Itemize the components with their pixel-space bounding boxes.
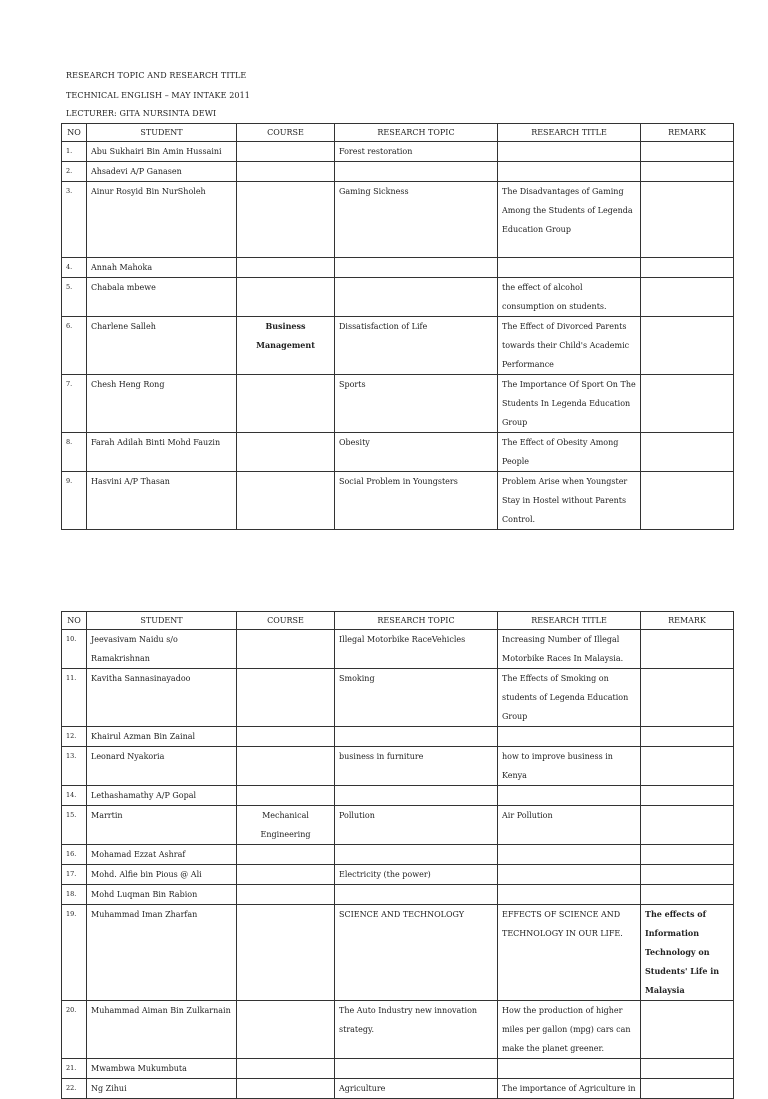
row-number: 1. [62,142,87,162]
research-title-cell: Air Pollution [498,806,641,845]
lecturer-info: LECTURER: GITA NURSINTA DEWI [66,109,217,118]
research-topic-cell [335,727,498,747]
research-topic-cell: Illegal Motorbike RaceVehicles [335,630,498,669]
course-cell [237,278,335,317]
row-number: 7. [62,375,87,433]
research-topic-cell [335,258,498,278]
remark-cell [641,865,734,885]
row-number: 11. [62,669,87,727]
research-title-cell: The importance of Agriculture in [498,1079,641,1099]
col-header-research-title: RESEARCH TITLE [498,124,641,142]
table-row [62,806,734,845]
student-name: Mohd. Alfie bin Pious @ Ali [87,865,237,885]
research-topic-cell: Pollution [335,806,498,845]
remark-cell [641,317,734,375]
table-row [62,1079,734,1099]
research-title-cell [498,727,641,747]
remark-cell [641,669,734,727]
table-row [62,885,734,905]
research-topic-cell: Sports [335,375,498,433]
student-name: Ng Zihui [87,1079,237,1099]
col-header-course: COURSE [237,612,335,630]
research-topic-cell: Gaming Sickness [335,182,498,258]
row-number: 13. [62,747,87,786]
row-number: 22. [62,1079,87,1099]
student-name: Marrtin [87,806,237,845]
table-row [62,375,734,433]
remark-cell [641,747,734,786]
student-name: Farah Adilah Binti Mohd Fauzin [87,433,237,472]
row-number: 21. [62,1059,87,1079]
student-name: Chesh Heng Rong [87,375,237,433]
table-row [62,865,734,885]
remark-cell [641,433,734,472]
student-name: Muhammad Aiman Bin Zulkarnain [87,1001,237,1059]
remark-cell [641,885,734,905]
table-row [62,786,734,806]
research-title-cell: The Importance Of Sport On The Students In Legenda Education Group [498,375,641,433]
research-topic-cell: Smoking [335,669,498,727]
research-table-1 [61,123,734,530]
remark-cell [641,162,734,182]
remark-cell [641,472,734,530]
row-number: 19. [62,905,87,1001]
student-name: Abu Sukhairi Bin Amin Hussaini [87,142,237,162]
student-name: Jeevasivam Naidu s/o Ramakrishnan [87,630,237,669]
row-number: 20. [62,1001,87,1059]
research-title-cell [498,885,641,905]
row-number: 4. [62,258,87,278]
row-number: 18. [62,885,87,905]
course-cell [237,905,335,1001]
row-number: 15. [62,806,87,845]
research-title-cell [498,845,641,865]
research-topic-cell [335,885,498,905]
col-header-no: NO [62,124,87,142]
research-topic-cell: Agriculture [335,1079,498,1099]
student-name: Kavitha Sannasinayadoo [87,669,237,727]
course-cell [237,786,335,806]
research-topic-cell: SCIENCE AND TECHNOLOGY [335,905,498,1001]
remark-cell [641,806,734,845]
research-topic-cell [335,1059,498,1079]
row-number: 16. [62,845,87,865]
table-row [62,845,734,865]
course-cell [237,747,335,786]
col-header-course: COURSE [237,124,335,142]
research-title-cell: The Effect of Divorced Parents towards their Child's Academic Performance [498,317,641,375]
research-topic-cell [335,845,498,865]
remark-cell [641,258,734,278]
research-title-cell [498,258,641,278]
remark-cell [641,630,734,669]
course-cell [237,669,335,727]
student-name: Muhammad Iman Zharfan [87,905,237,1001]
row-number: 2. [62,162,87,182]
course-cell [237,630,335,669]
course-cell [237,433,335,472]
col-header-research-topic: RESEARCH TOPIC [335,612,498,630]
table-row [62,747,734,786]
course-cell: Business Management [237,317,335,375]
student-name: Mohamad Ezzat Ashraf [87,845,237,865]
research-title-cell [498,786,641,806]
student-name: Ainur Rosyid Bin NurSholeh [87,182,237,258]
course-cell [237,258,335,278]
course-cell [237,1059,335,1079]
research-topic-cell: Electricity (the power) [335,865,498,885]
course-cell [237,472,335,530]
student-name: Charlene Salleh [87,317,237,375]
row-number: 3. [62,182,87,258]
table-row [62,905,734,1001]
research-topic-cell: Forest restoration [335,142,498,162]
student-name: Khairul Azman Bin Zainal [87,727,237,747]
col-header-remark: REMARK [641,612,734,630]
col-header-research-title: RESEARCH TITLE [498,612,641,630]
remark-cell [641,182,734,258]
table-header-row [62,612,734,630]
research-title-cell: Increasing Number of Illegal Motorbike Races In Malaysia. [498,630,641,669]
row-number: 6. [62,317,87,375]
row-number: 14. [62,786,87,806]
research-topic-cell: The Auto Industry new innovation strategy. [335,1001,498,1059]
remark-cell: The effects of Information Technology on Students' Life in Malaysia [641,905,734,1001]
course-cell [237,885,335,905]
research-topic-cell [335,162,498,182]
course-cell [237,375,335,433]
col-header-student: STUDENT [87,124,237,142]
table-row [62,182,734,258]
research-topic-cell: Dissatisfaction of Life [335,317,498,375]
research-topic-cell: business in furniture [335,747,498,786]
table-row [62,258,734,278]
doc-title: RESEARCH TOPIC AND RESEARCH TITLE [66,71,247,80]
remark-cell [641,786,734,806]
course-cell [237,727,335,747]
course-cell [237,1079,335,1099]
table-row [62,433,734,472]
remark-cell [641,1079,734,1099]
student-name: Lethashamathy A/P Gopal [87,786,237,806]
research-title-cell: The Disadvantages of Gaming Among the Students of Legenda Education Group [498,182,641,258]
course-cell [237,142,335,162]
table-row [62,278,734,317]
table-row [62,1059,734,1079]
table-row [62,142,734,162]
research-title-cell: how to improve business in Kenya [498,747,641,786]
row-number: 12. [62,727,87,747]
research-title-cell [498,1059,641,1079]
table-row [62,162,734,182]
col-header-student: STUDENT [87,612,237,630]
course-info: TECHNICAL ENGLISH – MAY INTAKE 2011 [66,91,250,100]
remark-cell [641,375,734,433]
research-title-cell: the effect of alcohol consumption on students. [498,278,641,317]
research-title-cell: The Effect of Obesity Among People [498,433,641,472]
course-cell [237,162,335,182]
row-number: 8. [62,433,87,472]
col-header-remark: REMARK [641,124,734,142]
research-title-cell: Problem Arise when Youngster Stay in Hostel without Parents Control. [498,472,641,530]
course-cell [237,182,335,258]
research-topic-cell: Obesity [335,433,498,472]
research-title-cell [498,162,641,182]
table-row [62,1001,734,1059]
research-title-cell: The Effects of Smoking on students of Legenda Education Group [498,669,641,727]
remark-cell [641,727,734,747]
student-name: Mwambwa Mukumbuta [87,1059,237,1079]
research-title-cell: How the production of higher miles per gallon (mpg) cars can make the planet greener. [498,1001,641,1059]
table-row [62,669,734,727]
student-name: Chabala mbewe [87,278,237,317]
table-row [62,727,734,747]
research-table-2 [61,611,734,1099]
row-number: 5. [62,278,87,317]
course-cell [237,845,335,865]
student-name: Hasvini A/P Thasan [87,472,237,530]
research-topic-cell [335,278,498,317]
research-topic-cell [335,786,498,806]
student-name: Mohd Luqman Bin Rabion [87,885,237,905]
research-title-cell [498,865,641,885]
remark-cell [641,278,734,317]
course-cell [237,1001,335,1059]
student-name: Annah Mahoka [87,258,237,278]
remark-cell [641,1059,734,1079]
research-topic-cell: Social Problem in Youngsters [335,472,498,530]
research-title-cell: EFFECTS OF SCIENCE AND TECHNOLOGY IN OUR LIFE. [498,905,641,1001]
row-number: 10. [62,630,87,669]
row-number: 17. [62,865,87,885]
col-header-no: NO [62,612,87,630]
remark-cell [641,845,734,865]
remark-cell [641,1001,734,1059]
col-header-research-topic: RESEARCH TOPIC [335,124,498,142]
table-row [62,317,734,375]
row-number: 9. [62,472,87,530]
remark-cell [641,142,734,162]
table-row [62,472,734,530]
table-header-row [62,124,734,142]
student-name: Leonard Nyakoria [87,747,237,786]
student-name: Ahsadevi A/P Ganasen [87,162,237,182]
table-row [62,630,734,669]
course-cell: Mechanical Engineering [237,806,335,845]
course-cell [237,865,335,885]
research-title-cell [498,142,641,162]
